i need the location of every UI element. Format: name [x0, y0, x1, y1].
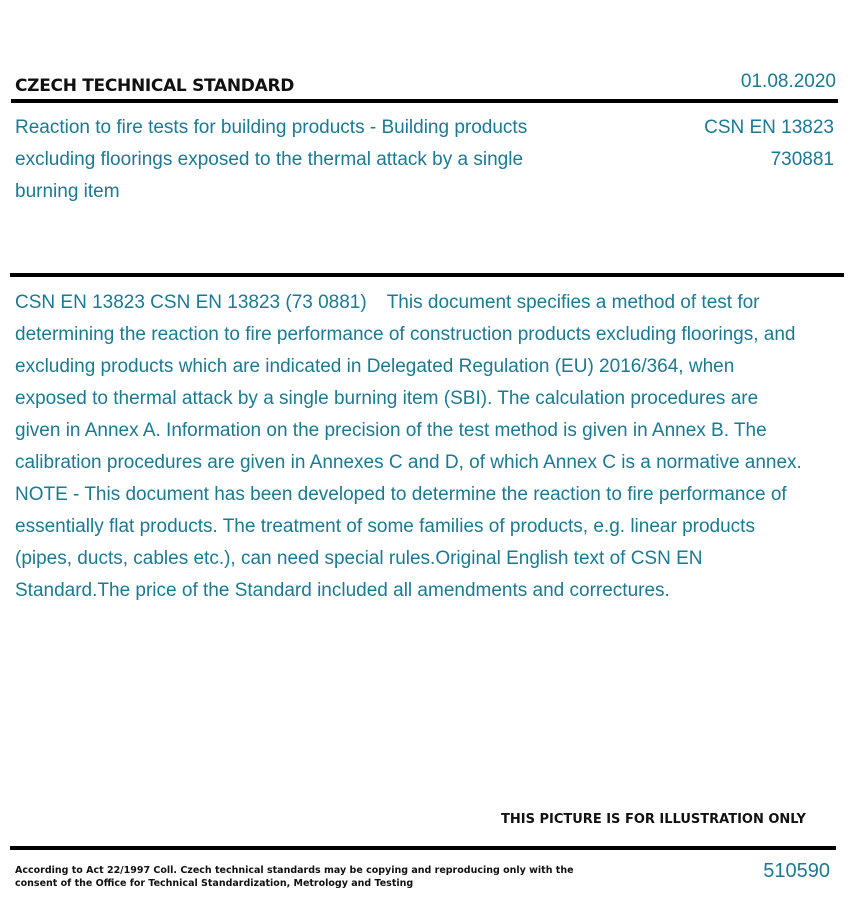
document-title: Reaction to fire tests for building products - Building products excluding floorings exposed to the thermal attack by a single burning item — [15, 117, 528, 202]
standard-code: CSN EN 13823 — [704, 117, 834, 138]
title-divider — [10, 273, 844, 277]
footer-divider — [10, 846, 836, 850]
header-divider — [11, 99, 838, 103]
legal-note: According to Act 22/1997 Coll. Czech technical standards may be copying and reproducing only with the consent of the Office for Technical Standardization, Metrology and Testing — [15, 865, 574, 889]
document-codes — [704, 112, 834, 176]
catalog-number: 510590 — [763, 860, 830, 882]
abstract — [15, 287, 805, 607]
illustration-note: THIS PICTURE IS FOR ILLUSTRATION ONLY — [501, 812, 806, 827]
standard-type-label: CZECH TECHNICAL STANDARD — [15, 76, 295, 96]
abstract-lead: CSN EN 13823 CSN EN 13823 (73 0881) — [15, 292, 367, 313]
publication-date: 01.08.2020 — [740, 71, 836, 92]
classification-code: 730881 — [770, 149, 834, 170]
abstract-text: This document specifies a method of test for determining the reaction to fire performance of construction products excluding floorings, and excluding products which are indicated in Delegated Regulation (EU) 2016/364, when exposed to thermal attack by a single burning item (SBI). The calculation procedures are given in Annex A. Information on the precision of the test method is given in Annex B. The calibration procedures are given in Annexes C and D, of which Annex C is a normative annex. NOTE - This document has been developed to determine the reaction to fire performance of essentially flat products. The treatment of some families of products, e.g. linear products (pipes, ducts, cables etc.), can need special rules.Original English text of CSN EN Standard.The price of the Standard included all amendments and correctures. — [15, 292, 802, 601]
